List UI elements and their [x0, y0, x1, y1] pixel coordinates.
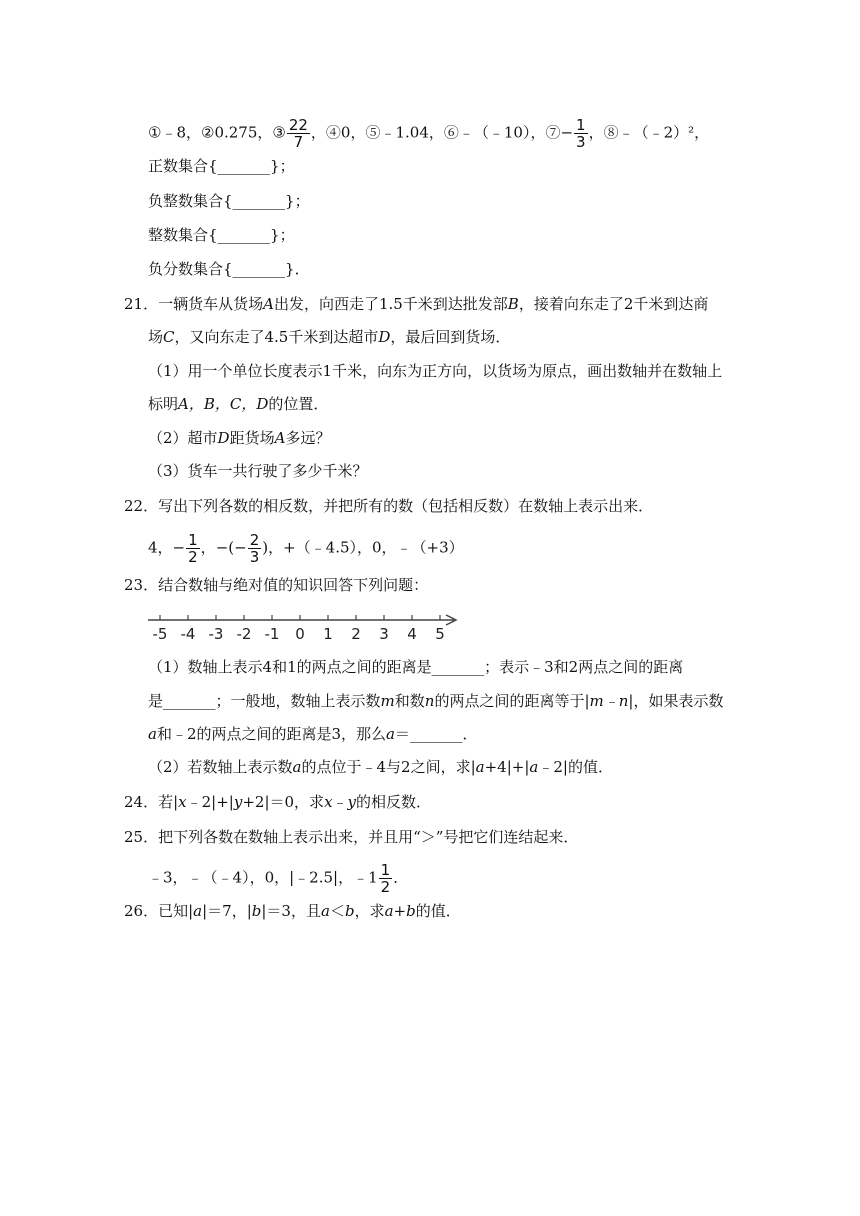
- number-line-label: 2: [351, 625, 361, 642]
- negative-fraction-set: 负分数集合{_______}．: [148, 260, 310, 278]
- q21-line2: 场C，又向东走了4.5千米到达超市D，最后回到货场．: [148, 328, 511, 346]
- positive-set: 正数集合{_______}；: [148, 157, 295, 175]
- number-line-label: 5: [435, 625, 445, 642]
- number-line-label: -4: [180, 625, 196, 642]
- fraction-2-3: $\frac{2}{3}$: [249, 531, 260, 566]
- fraction-22-7: $\frac{22}{7}$: [288, 116, 308, 151]
- q21-sub1a: （1）用一个单位长度表示1千米，向东为正方向，以货场为原点，画出数轴并在数轴上: [148, 362, 723, 380]
- fraction-1-2: $\frac{1}{2}$: [188, 531, 198, 566]
- q22-numbers: 4，− $\frac{1}{2}$ ，−(− $\frac{2}{3}$ )，+（﹣4.5），0，﹣（+3）: [148, 531, 464, 566]
- number-line-label: -2: [236, 625, 252, 642]
- fraction-1-3: $\frac{1}{3}$: [576, 116, 586, 151]
- q24: 24．若|x﹣2|+|y+2|＝0，求x﹣y的相反数．: [124, 793, 432, 811]
- number-line-label: 4: [407, 625, 417, 642]
- q23-s1b: 是_______；一般地，数轴上表示数m和数n的两点之间的距离等于|m﹣n|，如果表示数: [148, 692, 724, 710]
- negative-integer-set: 负整数集合{_______}；: [148, 192, 310, 210]
- q20-numbers: ①﹣8，②0.275，③ $\frac{22}{7}$ ，④0，⑤﹣1.04，⑥﹣（﹣10），⑦− $\frac{1}{3}$ ，⑧﹣（﹣2）²，: [148, 116, 710, 151]
- number-line-label: -3: [208, 625, 224, 642]
- q21-sub2: （2）超市D距货场A多远？: [148, 429, 331, 447]
- q22-stem: 22．写出下列各数的相反数，并把所有的数（包括相反数）在数轴上表示出来．: [124, 497, 654, 515]
- number-line: [146, 612, 466, 642]
- integer-set: 整数集合{_______}；: [148, 226, 295, 244]
- q23-stem: 23．结合数轴与绝对值的知识回答下列问题：: [124, 576, 429, 594]
- number-line-label: -1: [264, 625, 280, 642]
- number-line-label: 3: [379, 625, 389, 642]
- number-line-label: 1: [323, 625, 333, 642]
- q21-line1: 21．一辆货车从货场A出发，向西走了1.5千米到达批发部B，接着向东走了2千米到达商: [124, 295, 709, 313]
- q23-s2: （2）若数轴上表示数a的点位于﹣4与2之间，求|a+4|+|a﹣2|的值．: [148, 758, 613, 776]
- q21-sub1b: 标明A，B，C，D的位置．: [148, 395, 329, 413]
- q26: 26．已知|a|＝7，|b|＝3，且a＜b，求a+b的值．: [124, 902, 461, 920]
- q21-sub3: （3）货车一共行驶了多少千米？: [148, 462, 368, 480]
- number-line-label: 0: [295, 625, 305, 642]
- q23-s1a: （1）数轴上表示4和1的两点之间的距离是_______；表示﹣3和2两点之间的距离: [148, 658, 684, 676]
- q25-numbers: ﹣3，﹣（﹣4），0，|﹣2.5|，﹣1 $\frac{1}{2}$ ．: [148, 861, 409, 896]
- q25-stem: 25．把下列各数在数轴上表示出来，并且用“＞”号把它们连结起来．: [124, 828, 579, 846]
- number-line-label: -5: [152, 625, 168, 642]
- fraction-1-2: $\frac{1}{2}$: [380, 861, 391, 896]
- q23-s1c: a和﹣2的两点之间的距离是3，那么a＝_______．: [148, 725, 478, 743]
